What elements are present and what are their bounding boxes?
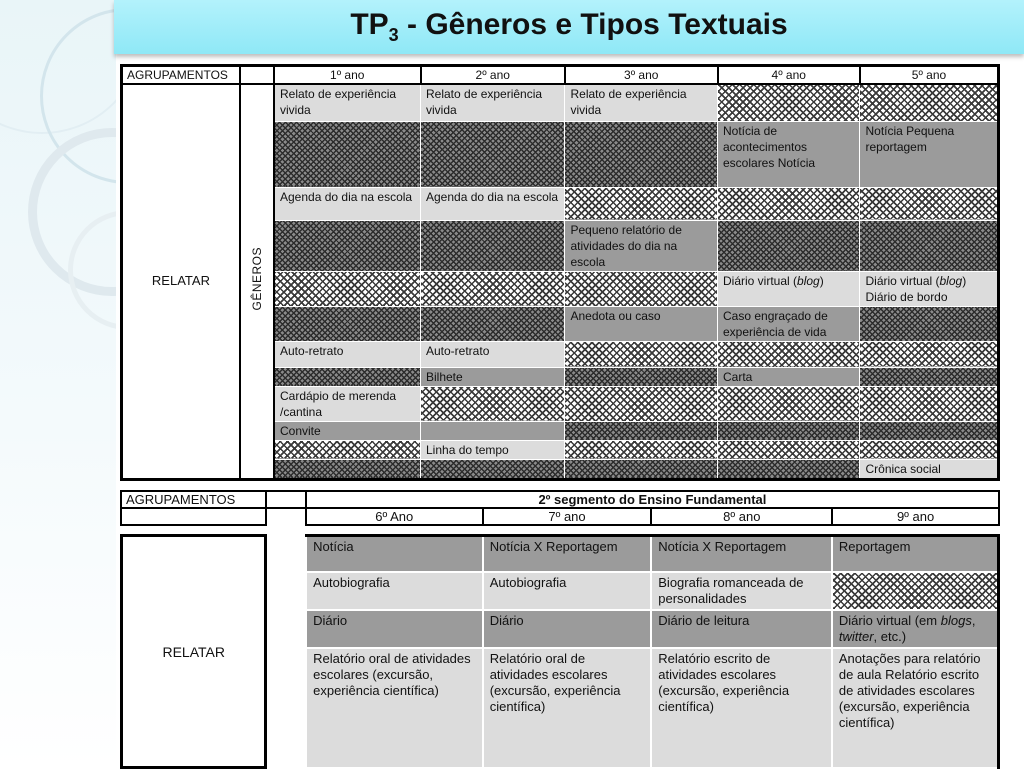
title-text: - Gêneros e Tipos Textuais bbox=[398, 8, 788, 41]
genre-cell: Biografia romanceada de personalidades bbox=[651, 572, 832, 610]
genre-cell bbox=[565, 187, 718, 220]
genre-cell bbox=[718, 459, 860, 479]
genre-cell bbox=[860, 220, 999, 271]
spacer-cell bbox=[266, 536, 306, 768]
genre-cell: Notícia X Reportagem bbox=[483, 536, 652, 572]
year-header: 3º ano bbox=[565, 66, 718, 85]
table-header-row bbox=[121, 508, 999, 525]
second-segment-header-table bbox=[120, 490, 1000, 526]
genre-cell bbox=[274, 121, 421, 187]
genre-cell bbox=[274, 220, 421, 271]
genre-cell: Convite bbox=[274, 421, 421, 440]
genre-cell bbox=[565, 440, 718, 459]
genre-cell bbox=[718, 341, 860, 367]
title-prefix: TP bbox=[350, 8, 389, 41]
genre-cell bbox=[565, 459, 718, 479]
genre-cell bbox=[860, 386, 999, 421]
agrupamentos-header: AGRUPAMENTOS bbox=[122, 66, 240, 85]
year-header: 9º ano bbox=[832, 508, 999, 525]
agrupamento-cell: RELATAR bbox=[122, 84, 240, 479]
header-blank-cell bbox=[121, 508, 266, 525]
table-row bbox=[122, 84, 999, 121]
genre-cell bbox=[718, 440, 860, 459]
genre-cell: Crônica social bbox=[860, 459, 999, 479]
genres-table-first-segment bbox=[120, 64, 1000, 481]
year-header: 5º ano bbox=[860, 66, 999, 85]
genre-cell: Auto-retrato bbox=[274, 341, 421, 367]
genre-cell bbox=[274, 440, 421, 459]
genre-cell bbox=[832, 572, 999, 610]
genre-cell bbox=[565, 271, 718, 306]
genre-cell bbox=[860, 440, 999, 459]
genre-cell: Notícia bbox=[306, 536, 483, 572]
genre-cell: Autobiografia bbox=[483, 572, 652, 610]
table-row bbox=[122, 536, 999, 572]
genre-cell: Bilhete bbox=[421, 367, 565, 386]
genre-cell: Autobiografia bbox=[306, 572, 483, 610]
genre-cell bbox=[421, 459, 565, 479]
genre-cell: Diário de leitura bbox=[651, 610, 832, 648]
header-blank-cell bbox=[240, 66, 274, 85]
genre-cell: Diário bbox=[483, 610, 652, 648]
agrupamento-cell: RELATAR bbox=[122, 536, 266, 768]
genre-cell: Caso engraçado de experiência de vida bbox=[718, 306, 860, 341]
genre-cell bbox=[565, 341, 718, 367]
genre-cell bbox=[565, 367, 718, 386]
genre-cell bbox=[718, 84, 860, 121]
genre-cell: Relatório oral de atividades escolares (excursão, experiência científica) bbox=[483, 648, 652, 768]
segment-header: 2º segmento do Ensino Fundamental bbox=[306, 491, 999, 508]
genre-cell bbox=[421, 271, 565, 306]
genre-cell bbox=[274, 367, 421, 386]
genre-cell: Agenda do dia na escola bbox=[421, 187, 565, 220]
genre-cell bbox=[274, 459, 421, 479]
genre-cell: Relato de experiência vivida bbox=[421, 84, 565, 121]
table-header-row bbox=[122, 66, 999, 85]
year-header: 8º ano bbox=[651, 508, 832, 525]
genre-cell bbox=[860, 306, 999, 341]
agrupamentos-header: AGRUPAMENTOS bbox=[121, 491, 266, 508]
genre-cell: Relatório oral de atividades escolares (excursão, experiência científica) bbox=[306, 648, 483, 768]
year-header: 7º ano bbox=[483, 508, 652, 525]
slide-title bbox=[350, 8, 787, 46]
genre-cell bbox=[718, 187, 860, 220]
genre-cell: Diário virtual (blog) Diário de bordo bbox=[860, 271, 999, 306]
genre-cell: Carta bbox=[718, 367, 860, 386]
genre-cell: Relato de experiência vivida bbox=[274, 84, 421, 121]
genre-cell: Diário bbox=[306, 610, 483, 648]
genre-cell bbox=[565, 121, 718, 187]
genre-cell: Notícia X Reportagem bbox=[651, 536, 832, 572]
genre-cell bbox=[718, 220, 860, 271]
genre-cell: Linha do tempo bbox=[421, 440, 565, 459]
genre-cell bbox=[565, 386, 718, 421]
title-subscript: 3 bbox=[388, 25, 399, 45]
year-header: 6º Ano bbox=[306, 508, 483, 525]
genre-cell bbox=[565, 421, 718, 440]
title-banner bbox=[114, 0, 1024, 54]
genre-cell: Cardápio de merenda /cantina bbox=[274, 386, 421, 421]
genre-cell bbox=[860, 367, 999, 386]
genre-cell bbox=[421, 386, 565, 421]
genre-cell: Diário virtual (blog) bbox=[718, 271, 860, 306]
genre-cell bbox=[860, 341, 999, 367]
genre-cell: Auto-retrato bbox=[421, 341, 565, 367]
genre-cell bbox=[421, 220, 565, 271]
header-blank-cell bbox=[266, 508, 306, 525]
genre-cell: Relatório escrito de atividades escolares (excursão, experiência científica) bbox=[651, 648, 832, 768]
genre-cell: Anedota ou caso bbox=[565, 306, 718, 341]
generos-label: GÊNEROS bbox=[249, 247, 264, 311]
year-header: 2º ano bbox=[421, 66, 565, 85]
genre-cell bbox=[421, 306, 565, 341]
genre-cell bbox=[421, 421, 565, 440]
year-header: 1º ano bbox=[274, 66, 421, 85]
genre-cell bbox=[274, 306, 421, 341]
header-blank-cell bbox=[266, 491, 306, 508]
genre-cell: Pequeno relatório de atividades do dia na escola bbox=[565, 220, 718, 271]
genre-cell bbox=[718, 386, 860, 421]
genre-cell: Relato de experiência vivida bbox=[565, 84, 718, 121]
genre-cell: Agenda do dia na escola bbox=[274, 187, 421, 220]
generos-cell bbox=[240, 84, 274, 479]
genre-cell bbox=[860, 84, 999, 121]
decorative-background bbox=[0, 0, 116, 768]
genre-cell: Notícia de acontecimentos escolares Notícia bbox=[718, 121, 860, 187]
genre-cell: Reportagem bbox=[832, 536, 999, 572]
genre-cell bbox=[421, 121, 565, 187]
genre-cell bbox=[274, 271, 421, 306]
year-header: 4º ano bbox=[718, 66, 860, 85]
genre-cell: Anotações para relatório de aula Relatório escrito de atividades escolares (excursão, experiência científica) bbox=[832, 648, 999, 768]
genre-cell bbox=[860, 421, 999, 440]
table-header-row bbox=[121, 491, 999, 508]
genre-cell bbox=[718, 421, 860, 440]
genre-cell: Diário virtual (em blogs, twitter, etc.) bbox=[832, 610, 999, 648]
genre-cell bbox=[860, 187, 999, 220]
genre-cell: Notícia Pequena reportagem bbox=[860, 121, 999, 187]
genres-table-second-segment bbox=[120, 534, 1000, 769]
